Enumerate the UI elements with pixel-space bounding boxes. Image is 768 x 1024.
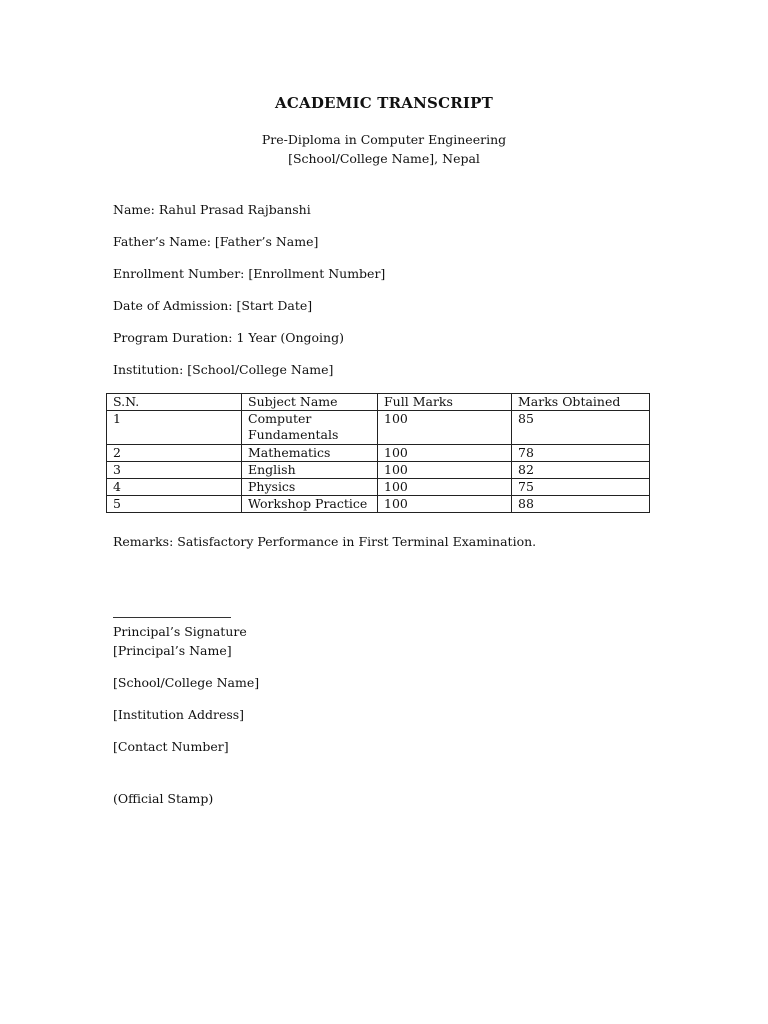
header-subject: Subject Name [242, 394, 378, 411]
cell-marks-obtained: 88 [512, 496, 650, 513]
remarks: Remarks: Satisfactory Performance in First Terminal Examination. [113, 534, 537, 549]
cell-subject: Computer Fundamentals [242, 411, 378, 445]
table-row [107, 462, 650, 479]
father-name: Father’s Name: [Father’s Name] [113, 234, 319, 249]
cell-marks-obtained: 75 [512, 479, 650, 496]
official-stamp: (Official Stamp) [113, 791, 214, 806]
cell-marks-obtained: 82 [512, 462, 650, 479]
header-sn: S.N. [107, 394, 242, 411]
cell-sn: 3 [107, 462, 242, 479]
document-title: ACADEMIC TRANSCRIPT [275, 94, 493, 112]
signature-line [113, 617, 231, 618]
cell-full-marks: 100 [378, 462, 512, 479]
institution-address: [Institution Address] [113, 707, 245, 722]
cell-subject: Workshop Practice [242, 496, 378, 513]
cell-subject: Physics [242, 479, 378, 496]
institution-line: [School/College Name], Nepal [288, 151, 480, 166]
cell-marks-obtained: 85 [512, 411, 650, 445]
marks-table [106, 393, 650, 513]
cell-sn: 4 [107, 479, 242, 496]
cell-subject: Mathematics [242, 445, 378, 462]
school-name: [School/College Name] [113, 675, 260, 690]
cell-sn: 1 [107, 411, 242, 445]
header-marks-obtained: Marks Obtained [512, 394, 650, 411]
cell-full-marks: 100 [378, 496, 512, 513]
table-row [107, 445, 650, 462]
table-row [107, 479, 650, 496]
principal-signature-label: Principal’s Signature [113, 624, 247, 639]
program-duration: Program Duration: 1 Year (Ongoing) [113, 330, 344, 345]
cell-sn: 2 [107, 445, 242, 462]
header-full-marks: Full Marks [378, 394, 512, 411]
table-header-row [107, 394, 650, 411]
student-name: Name: Rahul Prasad Rajbanshi [113, 202, 311, 217]
cell-sn: 5 [107, 496, 242, 513]
cell-full-marks: 100 [378, 411, 512, 445]
cell-marks-obtained: 78 [512, 445, 650, 462]
enrollment-number: Enrollment Number: [Enrollment Number] [113, 266, 386, 281]
cell-subject: English [242, 462, 378, 479]
principal-name: [Principal’s Name] [113, 643, 232, 658]
cell-full-marks: 100 [378, 479, 512, 496]
table-row [107, 496, 650, 513]
cell-full-marks: 100 [378, 445, 512, 462]
admission-date: Date of Admission: [Start Date] [113, 298, 313, 313]
institution: Institution: [School/College Name] [113, 362, 334, 377]
table-row [107, 411, 650, 445]
program-name: Pre-Diploma in Computer Engineering [261, 132, 507, 147]
contact-number: [Contact Number] [113, 739, 229, 754]
